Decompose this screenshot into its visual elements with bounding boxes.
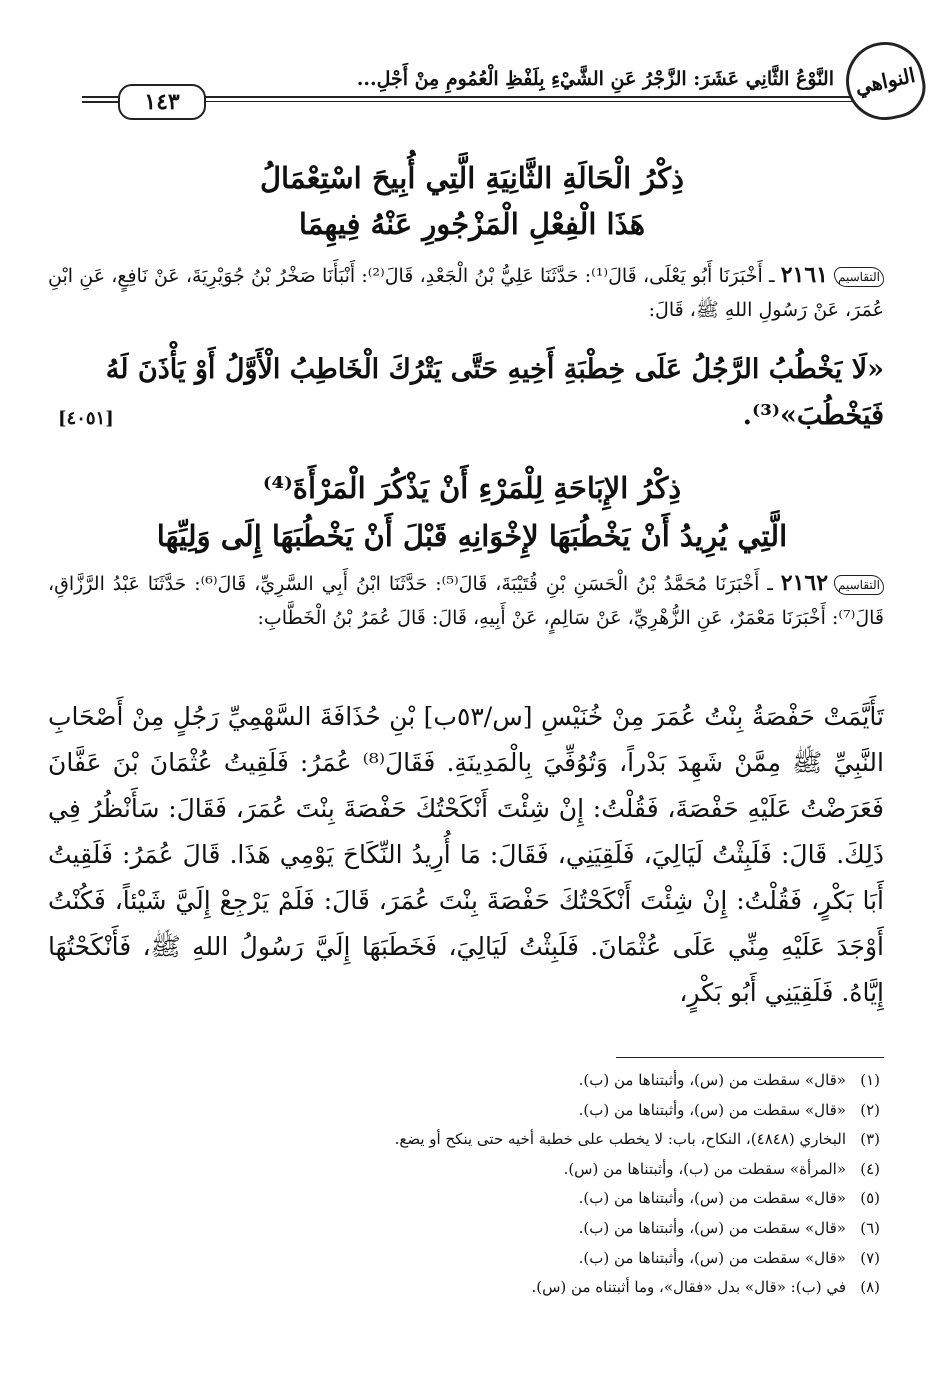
hadith-isnad-1 bbox=[48, 258, 884, 327]
hadith-reference: [٤٠٥١] bbox=[58, 408, 114, 429]
isnad-text: ـ أَخْبَرَنَا أَبُو يَعْلَى، قَالَ⁽¹⁾: حَدَّثَنَا عَلِيُّ بْنُ الْجَعْدِ، قَالَ⁽²⁾: أَنْبَأَنَا صَخْرُ بْنُ جُوَيْرِيَةَ، عَنْ نَافِعٍ، عَنِ ابْنِ عُمَرَ، عَنْ رَسُولِ اللهِ ﷺ، قَالَ: bbox=[48, 265, 884, 321]
hadith-matn-line-2: فَيَخْطُبَ»⁽³⁾. bbox=[742, 400, 884, 431]
hadith-body-text: تَأَيَّمَتْ حَفْصَةُ بِنْتُ عُمَرَ مِنْ خُنَيْسِ [س/٥٣ب] بْنِ حُذَافَةَ السَّهْمِيِّ رَجُلٍ مِنْ أَصْحَابِ النَّبِيِّ ﷺ مِمَّنْ شَهِدَ بَدْراً، وَتُوُفِّيَ بِالْمَدِينَةِ. فَقَالَ⁽⁸⁾ عُمَرُ: فَلَقِيتُ عُثْمَانَ بْنَ عَفَّانَ فَعَرَضْتُ عَلَيْهِ حَفْصَةَ، فَقُلْتُ: إِنْ شِئْتَ أَنْكَحْتُكَ حَفْصَةَ بِنْتَ عُمَرَ، فَقَالَ: سَأَنْظُرُ فِي ذَلِكَ. قَالَ: فَلَبِثْتُ لَيَالِيَ، فَلَقِيَنِي، فَقَالَ: مَا أُرِيدُ النِّكَاحَ يَوْمِي هَذَا. قَالَ عُمَرُ: فَلَقِيتُ أَبَا بَكْرٍ، فَقُلْتُ: إِنْ شِئْتَ أَنْكَحْتُكَ حَفْصَةَ بِنْتَ عُمَرَ، قَالَ: فَلَمْ يَرْجِعْ إِلَيَّ شَيْئاً، فَكُنْتُ أَوْجَدَ عَلَيْهِ مِنِّي عَلَى عُثْمَانَ. فَلَبِثْتُ لَيَالِيَ، فَخَطَبَهَا إِلَيَّ رَسُولُ اللهِ ﷺ، فَأَنْكَحْتُهَا إِيَّاهُ. فَلَقِيَنِي أَبُو بَكْرٍ، bbox=[48, 702, 885, 1007]
hadith-isnad-2 bbox=[48, 566, 884, 635]
hadith-matn-line-1: «لَا يَخْطُبُ الرَّجُلُ عَلَى خِطْبَةِ أَخِيهِ حَتَّى يَتْرُكَ الْخَاطِبُ الْأَوَّلُ أَوْ يَأْذَنَ لَهُ bbox=[105, 354, 884, 385]
footnote: (٣)البخاري (٤٨٤٨)، النكاح، باب: لا يخطب على خطبة أخيه حتى ينكح أو يضع. bbox=[394, 1130, 880, 1149]
footnote: (٨)في (ب): «قال» بدل «فقال»، وما أثبتناه من (س). bbox=[531, 1278, 880, 1297]
hadith-badge: التقاسيم bbox=[834, 575, 884, 595]
section-heading-1-line-1: ذِكْرُ الْحَالَةِ الثَّانِيَةِ الَّتِي أُبِيحَ اسْتِعْمَالُ bbox=[259, 161, 685, 195]
footnote: (٧)«قال» سقطت من (س)، وأثبتناها من (ب). bbox=[578, 1248, 880, 1267]
footnote: (١)«قال» سقطت من (س)، وأثبتناها من (ب). bbox=[578, 1071, 880, 1089]
hadith-number: ٢١٦١ bbox=[780, 262, 828, 288]
footnotes bbox=[60, 1066, 880, 1303]
hadith-number: ٢١٦٢ bbox=[780, 570, 829, 596]
section-heading-2-line-1: ذِكْرُ الإِبَاحَةِ لِلْمَرْءِ أَنْ يَذْكُرَ الْمَرْأَةَ⁽⁴⁾ bbox=[262, 471, 682, 505]
book-badge: النواهي bbox=[839, 35, 932, 128]
header-rule bbox=[88, 96, 888, 98]
running-title: النَّوْعُ الثَّانِي عَشَرَ: الزَّجْرُ عَنِ الشَّيْءِ بِلَفْظِ الْعُمُومِ مِنْ أَجْلِ... bbox=[356, 68, 834, 90]
isnad-text: ـ أَخْبَرَنَا مُحَمَّدُ بْنُ الْحَسَنِ بْنِ قُتَيْبَةَ، قَالَ⁽⁵⁾: حَدَّثَنَا ابْنُ أَبِي السَّرِيِّ، قَالَ⁽⁶⁾: حَدَّثَنَا عَبْدُ الرَّزَّاقِ، قَالَ⁽⁷⁾: أَخْبَرَنَا مَعْمَرٌ، عَنِ الزُّهْرِيِّ، عَنْ سَالِمٍ، عَنْ أَبِيهِ، قَالَ: قَالَ عُمَرُ بْنُ الْخَطَّابِ: bbox=[48, 573, 884, 629]
section-heading-2-line-2: الَّتِي يُرِيدُ أَنْ يَخْطُبَهَا لإِخْوَانِهِ قَبْلَ أَنْ يَخْطُبَهَا إِلَى وَلِيِّهَا bbox=[156, 519, 788, 553]
hadith-badge: التقاسيم bbox=[834, 267, 884, 287]
page-number: ١٤٣ bbox=[118, 84, 206, 120]
header-left-lines bbox=[82, 96, 118, 106]
header-rule bbox=[88, 101, 888, 102]
footnote: (٦)«قال» سقطت من (س)، وأثبتناها من (ب). bbox=[578, 1218, 880, 1237]
page-header bbox=[0, 0, 944, 135]
footnote: (٤)«المرأة» سقطت من (ب)، وأثبتناها من (س). bbox=[563, 1159, 880, 1178]
footnote: (٥)«قال» سقطت من (س)، وأثبتناها من (ب). bbox=[578, 1189, 880, 1208]
footnote: (٢)«قال» سقطت من (س)، وأثبتناها من (ب). bbox=[578, 1100, 880, 1119]
footnote-separator bbox=[616, 1057, 884, 1058]
section-heading-1-line-2: هَذَا الْفِعْلِ الْمَزْجُورِ عَنْهُ فِيهِمَا bbox=[298, 207, 646, 241]
